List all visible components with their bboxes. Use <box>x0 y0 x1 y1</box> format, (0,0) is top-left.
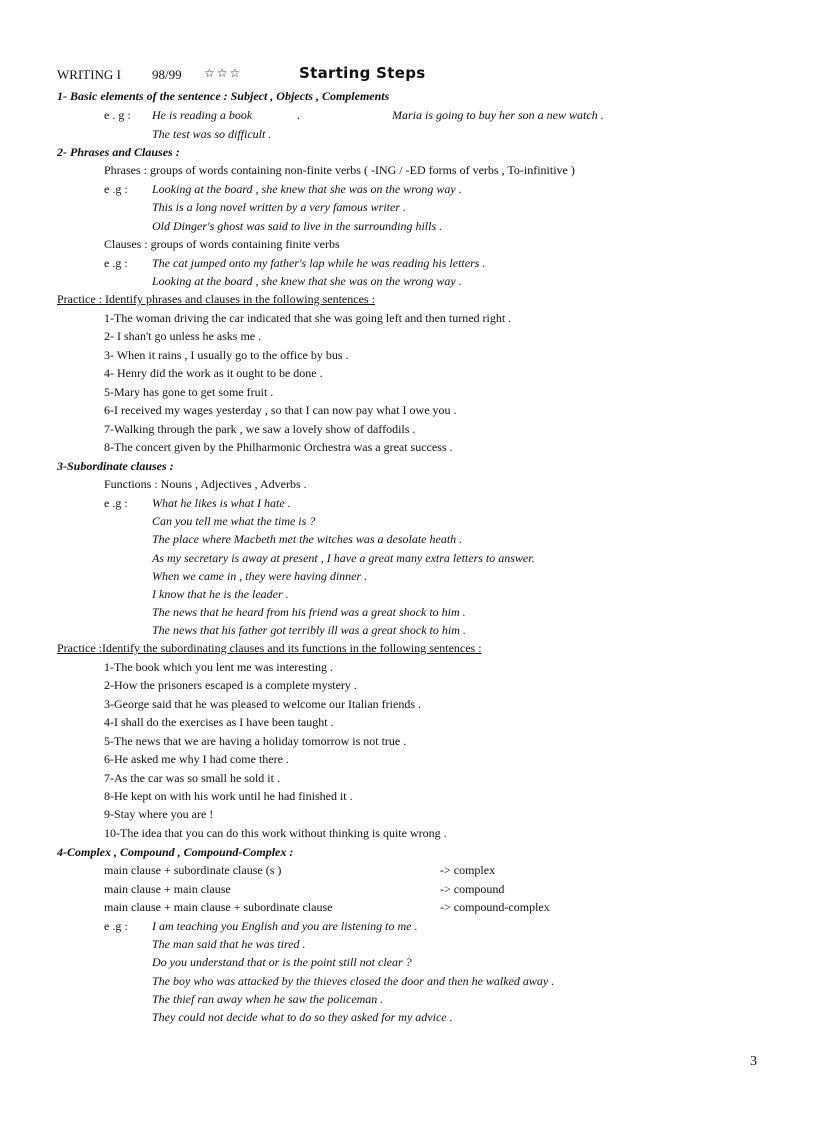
section-2-heading: 2- Phrases and Clauses : <box>57 145 180 159</box>
example-sentence: As my secretary is away at present , I have a great many extra letters to answer. <box>152 551 535 565</box>
structure-result: -> compound-complex <box>440 900 550 914</box>
practice-item: 5-The news that we are having a holiday tomorrow is not true . <box>104 734 407 748</box>
practice-item: 3-George said that he was pleased to welcome our Italian friends . <box>104 697 422 711</box>
example-sentence: When we came in , they were having dinner . <box>152 569 368 583</box>
structure-result: -> complex <box>440 863 496 877</box>
eg-label: e . g : <box>104 108 131 122</box>
rating-stars-icon: ☆☆☆ <box>204 66 243 80</box>
practice-1-heading: Practice : Identify phrases and clauses in the following sentences : <box>57 292 375 306</box>
example-sentence: Can you tell me what the time is ? <box>152 514 316 528</box>
example-sentence: I know that he is the leader . <box>152 587 289 601</box>
clauses-definition: Clauses : groups of words containing finite verbs <box>104 237 340 251</box>
example-sentence: The place where Macbeth met the witches was a desolate heath . <box>152 532 463 546</box>
example-sentence: The test was so difficult . <box>152 127 272 141</box>
phrases-definition: Phrases : groups of words containing non-finite verbs ( -ING / -ED forms of verbs , To-infinitive ) <box>104 163 575 177</box>
example-sentence: The cat jumped onto my father's lap while he was reading his letters . <box>152 256 486 270</box>
example-sentence: The man said that he was tired . <box>152 937 306 951</box>
practice-item: 7-As the car was so small he sold it . <box>104 771 280 785</box>
example-sentence: Looking at the board , she knew that she was on the wrong way . <box>152 274 462 288</box>
structure-formula: main clause + subordinate clause (s ) <box>104 863 282 877</box>
structure-formula: main clause + main clause + subordinate clause <box>104 900 333 914</box>
practice-item: 5-Mary has gone to get some fruit . <box>104 385 274 399</box>
separator-dot: . <box>297 108 300 122</box>
school-year: 98/99 <box>152 67 182 82</box>
example-sentence: Old Dinger's ghost was said to live in the surrounding hills . <box>152 219 443 233</box>
example-sentence: What he likes is what I hate . <box>152 496 291 510</box>
example-sentence: The boy who was attacked by the thieves closed the door and then he walked away . <box>152 974 555 988</box>
section-1-heading: 1- Basic elements of the sentence : Subject , Objects , Complements <box>57 89 390 103</box>
practice-item: 8-He kept on with his work until he had finished it . <box>104 789 353 803</box>
example-sentence: I am teaching you English and you are listening to me . <box>152 919 418 933</box>
practice-2-heading: Practice :Identify the subordinating clauses and its functions in the following sentences : <box>57 641 482 655</box>
page-number: 3 <box>750 1054 757 1069</box>
practice-item: 2- I shan't go unless he asks me . <box>104 329 262 343</box>
eg-label: e .g : <box>104 256 128 270</box>
practice-item: 1-The woman driving the car indicated that she was going left and then turned right . <box>104 311 512 325</box>
example-sentence: The thief ran away when he saw the policeman . <box>152 992 384 1006</box>
structure-formula: main clause + main clause <box>104 882 231 896</box>
section-4-heading: 4-Complex , Compound , Compound-Complex : <box>57 845 294 859</box>
example-sentence: Do you understand that or is the point still not clear ? <box>152 955 412 969</box>
course-name: WRITING I <box>57 67 121 82</box>
example-sentence: The news that he heard from his friend was a great shock to him . <box>152 605 466 619</box>
practice-item: 7-Walking through the park , we saw a lovely show of daffodils . <box>104 422 416 436</box>
example-sentence: The news that his father got terribly ill was a great shock to him . <box>152 623 466 637</box>
page-title: Starting Steps <box>299 64 426 82</box>
practice-item: 8-The concert given by the Philharmonic Orchestra was a great success . <box>104 440 453 454</box>
practice-item: 10-The idea that you can do this work without thinking is quite wrong . <box>104 826 447 840</box>
section-3-heading: 3-Subordinate clauses : <box>57 459 174 473</box>
example-sentence: Maria is going to buy her son a new watch . <box>392 108 604 122</box>
practice-item: 6-He asked me why I had come there . <box>104 752 289 766</box>
practice-item: 9-Stay where you are ! <box>104 807 214 821</box>
practice-item: 2-How the prisoners escaped is a complete mystery . <box>104 678 357 692</box>
practice-item: 4- Henry did the work as it ought to be done . <box>104 366 323 380</box>
functions-line: Functions : Nouns , Adjectives , Adverbs . <box>104 477 307 491</box>
example-sentence: This is a long novel written by a very famous writer . <box>152 200 406 214</box>
eg-label: e .g : <box>104 182 128 196</box>
eg-label: e .g : <box>104 496 128 510</box>
structure-result: -> compound <box>440 882 505 896</box>
example-sentence: They could not decide what to do so they asked for my advice . <box>152 1010 453 1024</box>
practice-item: 6-I received my wages yesterday , so that I can now pay what I owe you . <box>104 403 457 417</box>
practice-item: 3- When it rains , I usually go to the office by bus . <box>104 348 349 362</box>
practice-item: 1-The book which you lent me was interesting . <box>104 660 333 674</box>
eg-label: e .g : <box>104 919 128 933</box>
example-sentence: He is reading a book <box>152 108 253 122</box>
practice-item: 4-I shall do the exercises as I have been taught . <box>104 715 334 729</box>
example-sentence: Looking at the board , she knew that she was on the wrong way . <box>152 182 462 196</box>
